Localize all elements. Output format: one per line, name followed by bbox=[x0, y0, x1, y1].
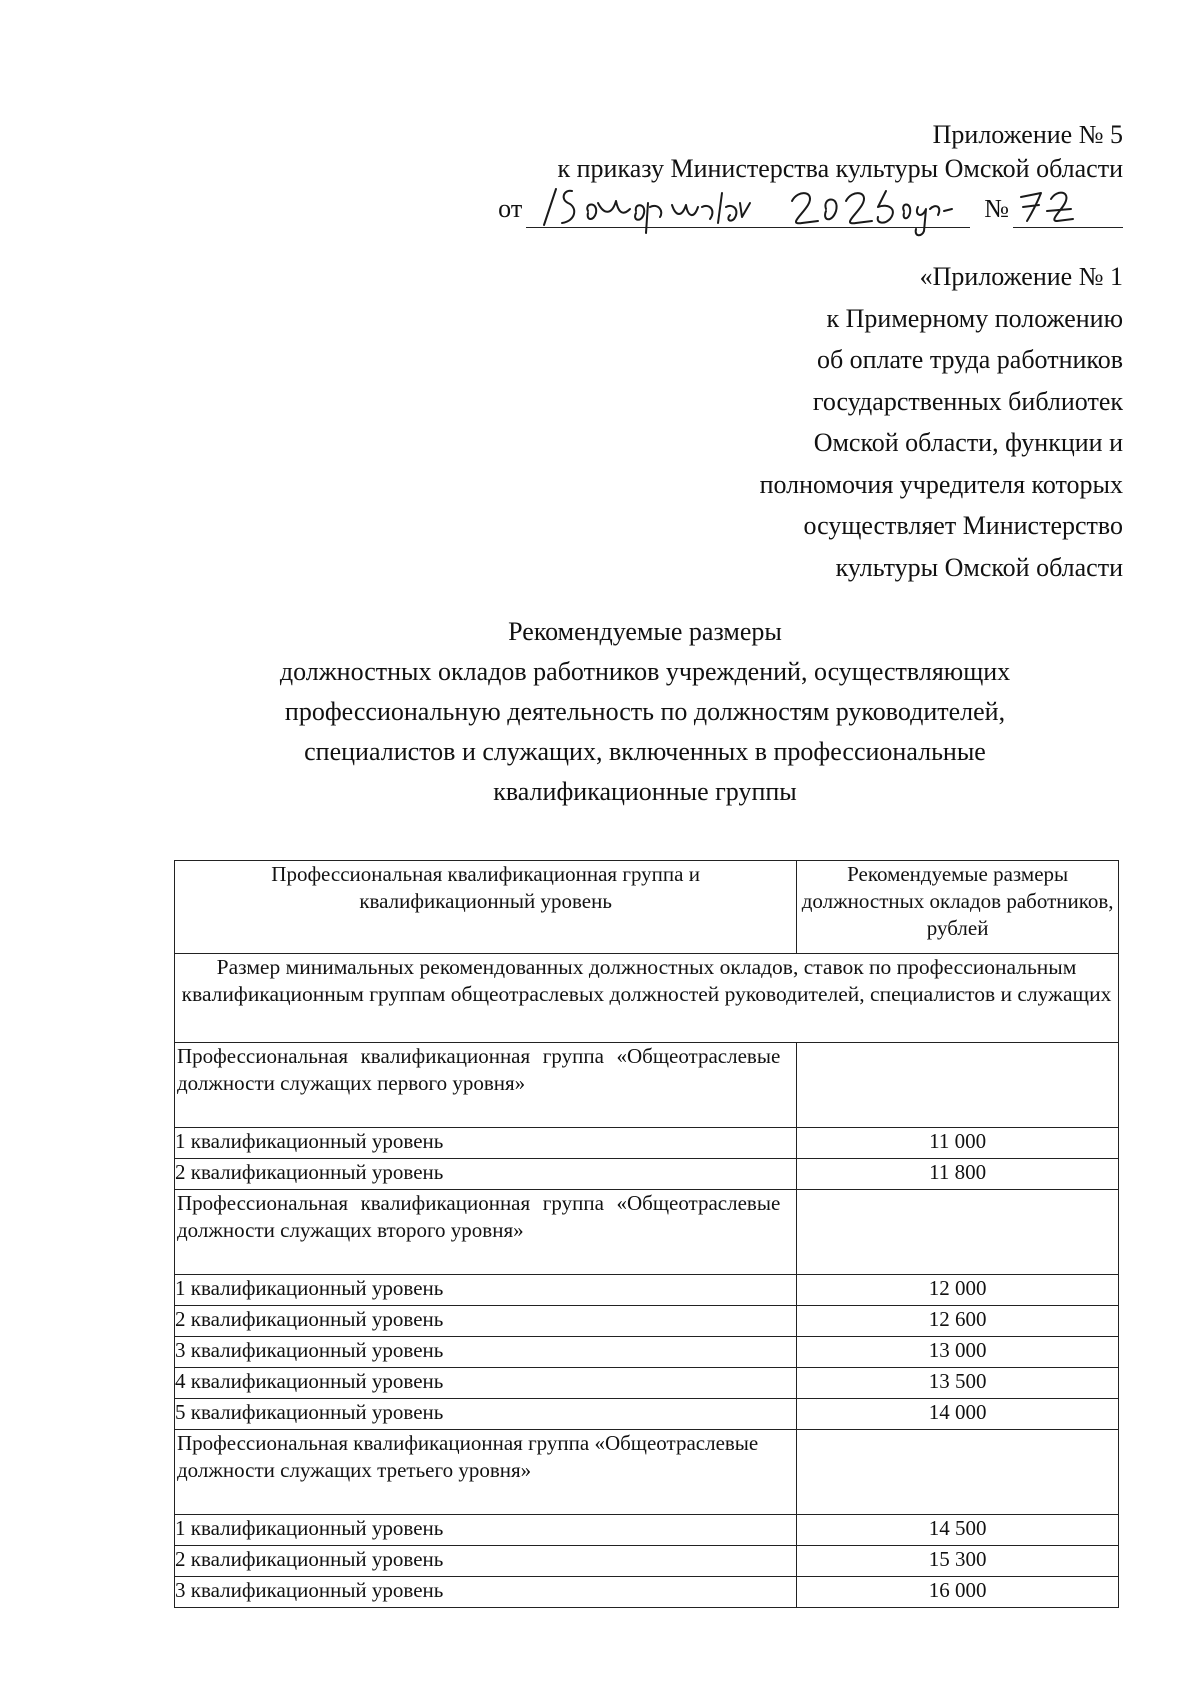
group-name: Профессиональная квалификационная группа «Общеотраслевые должности служащих второго уровня» bbox=[175, 1190, 797, 1275]
level-name: 3 квалификационный уровень bbox=[175, 1337, 797, 1368]
level-name: 2 квалификационный уровень bbox=[175, 1546, 797, 1577]
table-row bbox=[175, 1399, 1119, 1430]
appendix-line: Омской области, функции и bbox=[813, 428, 1123, 457]
level-name: 1 квалификационный уровень bbox=[175, 1128, 797, 1159]
salary-table bbox=[174, 860, 1119, 1608]
appendix-line: «Приложение № 1 bbox=[919, 262, 1123, 291]
table-row bbox=[175, 1515, 1119, 1546]
level-name: 1 квалификационный уровень bbox=[175, 1275, 797, 1306]
level-name: 3 квалификационный уровень bbox=[175, 1577, 797, 1608]
table-row bbox=[175, 1368, 1119, 1399]
level-name: 4 квалификационный уровень bbox=[175, 1368, 797, 1399]
table-header-row bbox=[175, 861, 1119, 954]
handwritten-number-field bbox=[1013, 187, 1123, 228]
salary-value: 11 800 bbox=[797, 1159, 1119, 1190]
group-row bbox=[175, 1430, 1119, 1515]
group-empty-cell bbox=[797, 1430, 1119, 1515]
level-name: 5 квалификационный уровень bbox=[175, 1399, 797, 1430]
title-line: профессиональную деятельность по должностям руководителей, bbox=[284, 697, 1006, 726]
group-name: Профессиональная квалификационная группа «Общеотраслевые должности служащих третьего уровня» bbox=[175, 1430, 797, 1515]
handwritten-date-field bbox=[526, 187, 970, 228]
salary-value: 11 000 bbox=[797, 1128, 1119, 1159]
salary-value: 13 000 bbox=[797, 1337, 1119, 1368]
table-row bbox=[175, 1128, 1119, 1159]
appendix-line: к Примерному положению bbox=[826, 303, 1123, 333]
appendix-line: об оплате труда работников bbox=[816, 345, 1123, 374]
table-row bbox=[175, 1337, 1119, 1368]
appendix-line: полномочия учредителя которых bbox=[759, 469, 1123, 499]
from-label: от bbox=[498, 194, 523, 223]
table-row bbox=[175, 1546, 1119, 1577]
title-line: специалистов и служащих, включенных в профессиональные bbox=[304, 737, 986, 766]
table-band-row bbox=[175, 954, 1119, 1043]
group-name: Профессиональная квалификационная группа «Общеотраслевые должности служащих первого уровня» bbox=[175, 1043, 797, 1128]
level-name: 1 квалификационный уровень bbox=[175, 1515, 797, 1546]
header-group-level: Профессиональная квалификационная группа и квалификационный уровень bbox=[175, 861, 797, 954]
group-empty-cell bbox=[797, 1043, 1119, 1128]
salary-value: 15 300 bbox=[797, 1546, 1119, 1577]
salary-value: 12 000 bbox=[797, 1275, 1119, 1306]
group-row bbox=[175, 1043, 1119, 1128]
appendix-number: Приложение № 5 bbox=[932, 120, 1123, 149]
handwritten-number-signature bbox=[1013, 181, 1123, 233]
table-row bbox=[175, 1306, 1119, 1337]
table-row bbox=[175, 1275, 1119, 1306]
title-line: Рекомендуемые размеры bbox=[508, 617, 782, 646]
title-line: квалификационные группы bbox=[493, 777, 797, 806]
level-name: 2 квалификационный уровень bbox=[175, 1306, 797, 1337]
table-row bbox=[175, 1159, 1119, 1190]
appendix-reference-block bbox=[760, 256, 1123, 588]
salary-value: 16 000 bbox=[797, 1577, 1119, 1608]
level-name: 2 квалификационный уровень bbox=[175, 1159, 797, 1190]
group-row bbox=[175, 1190, 1119, 1275]
order-date-number-line bbox=[498, 186, 1123, 228]
document-header bbox=[498, 118, 1123, 228]
number-label: № bbox=[984, 194, 1009, 223]
group-empty-cell bbox=[797, 1190, 1119, 1275]
appendix-line: культуры Омской области bbox=[835, 552, 1123, 582]
salary-value: 12 600 bbox=[797, 1306, 1119, 1337]
table-row bbox=[175, 1577, 1119, 1608]
appendix-line: государственных библиотек bbox=[812, 386, 1123, 416]
title-line: должностных окладов работников учреждений, осуществляющих bbox=[279, 657, 1011, 686]
header-salary: Рекомендуемые размеры должностных окладов работников, рублей bbox=[797, 861, 1119, 954]
salary-value: 14 000 bbox=[797, 1399, 1119, 1430]
salary-value: 13 500 bbox=[797, 1368, 1119, 1399]
salary-value: 14 500 bbox=[797, 1515, 1119, 1546]
document-title bbox=[150, 612, 1140, 812]
appendix-line: осуществляет Министерство bbox=[803, 511, 1123, 540]
band-title: Размер минимальных рекомендованных должностных окладов, ставок по профессиональным квалификационным группам общеотраслевых должностей руководителей, специалистов и служащих bbox=[175, 954, 1119, 1043]
order-reference: к приказу Министерства культуры Омской области bbox=[557, 154, 1123, 183]
handwritten-date-signature bbox=[526, 181, 970, 233]
